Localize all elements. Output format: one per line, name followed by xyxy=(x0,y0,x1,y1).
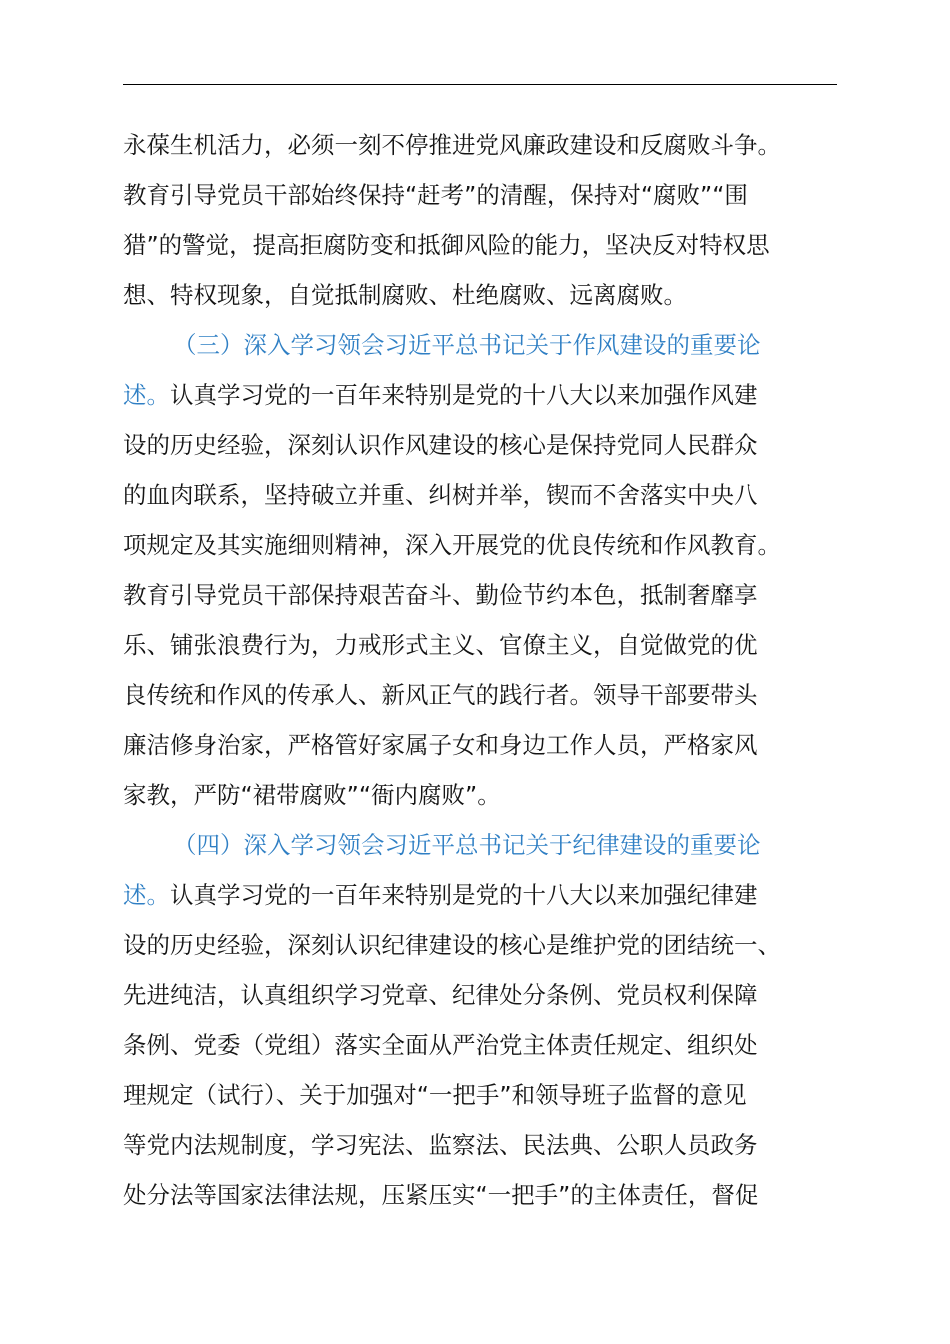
paragraph-line: 廉洁修身治家，严格管好家属子女和身边工作人员，严格家风 xyxy=(123,731,758,759)
paragraph-line: 永葆生机活力，必须一刻不停推进党风廉政建设和反腐败斗争。 xyxy=(123,131,781,159)
section-heading-tail: 述。 xyxy=(123,381,170,409)
paragraph-line: 想、特权现象，自觉抵制腐败、杜绝腐败、远离腐败。 xyxy=(123,281,687,309)
paragraph-line: 乐、铺张浪费行为，力戒形式主义、官僚主义，自觉做党的优 xyxy=(123,631,758,659)
paragraph-line: 理规定（试行）、关于加强对“一把手”和领导班子监督的意见 xyxy=(123,1081,747,1109)
section-heading: （四）深入学习领会习近平总书记关于纪律建设的重要论 xyxy=(173,831,761,859)
header-rule xyxy=(123,84,837,85)
paragraph-line: 教育引导党员干部保持艰苦奋斗、勤俭节约本色，抵制奢靡享 xyxy=(123,581,758,609)
paragraph-line: 设的历史经验，深刻认识作风建设的核心是保持党同人民群众 xyxy=(123,431,758,459)
section-heading-tail: 述。 xyxy=(123,881,170,909)
paragraph-line: 教育引导党员干部始终保持“赶考”的清醒，保持对“腐败”“围 xyxy=(123,181,748,209)
paragraph-line: 家教，严防“裙带腐败”“衙内腐败”。 xyxy=(123,781,501,809)
paragraph-line: 的血肉联系，坚持破立并重、纠树并举，锲而不舍落实中央八 xyxy=(123,481,758,509)
paragraph-text: 认真学习党的一百年来特别是党的十八大以来加强纪律建 xyxy=(170,881,758,909)
paragraph-line: 良传统和作风的传承人、新风正气的践行者。领导干部要带头 xyxy=(123,681,758,709)
paragraph-line: 等党内法规制度，学习宪法、监察法、民法典、公职人员政务 xyxy=(123,1131,758,1159)
paragraph-line: 猎”的警觉，提高拒腐防变和抵御风险的能力，坚决反对特权思 xyxy=(123,231,770,259)
paragraph-line: 条例、党委（党组）落实全面从严治党主体责任规定、组织处 xyxy=(123,1031,758,1059)
paragraph-line: 先进纯洁，认真组织学习党章、纪律处分条例、党员权利保障 xyxy=(123,981,758,1009)
paragraph-line: 设的历史经验，深刻认识纪律建设的核心是维护党的团结统一、 xyxy=(123,931,781,959)
section-heading: （三）深入学习领会习近平总书记关于作风建设的重要论 xyxy=(173,331,761,359)
paragraph-line: 处分法等国家法律法规，压紧压实“一把手”的主体责任，督促 xyxy=(123,1181,759,1209)
paragraph-line xyxy=(123,870,758,920)
paragraph-text: 认真学习党的一百年来特别是党的十八大以来加强作风建 xyxy=(170,381,758,409)
paragraph-line: 项规定及其实施细则精神，深入开展党的优良传统和作风教育。 xyxy=(123,531,781,559)
paragraph-line xyxy=(123,370,758,420)
